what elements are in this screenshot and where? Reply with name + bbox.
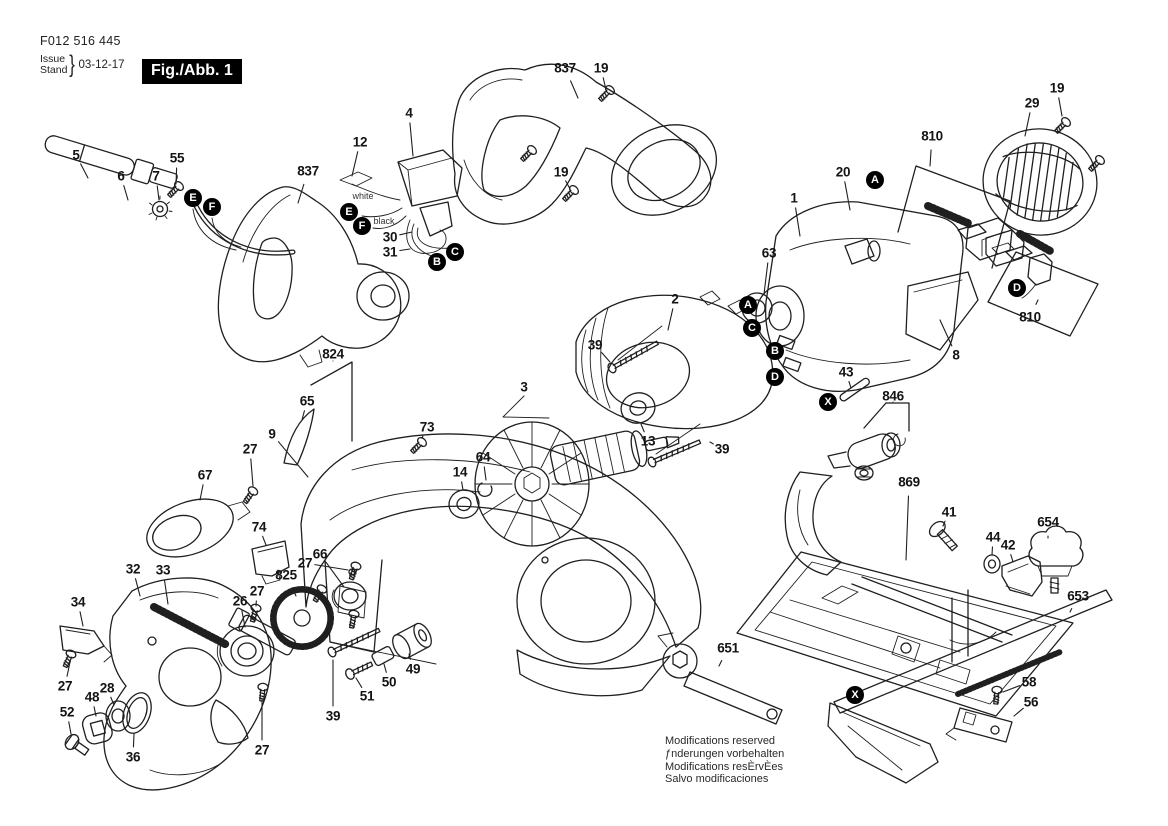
- modification-note-line: ƒnderungen vorbehalten: [665, 747, 785, 760]
- part-number-label: 824: [322, 346, 344, 362]
- part-number-label: 1: [790, 190, 798, 206]
- part-number-label: 837: [554, 60, 576, 76]
- leader-line: [384, 664, 386, 672]
- leader-line: [710, 442, 713, 444]
- guard-kit-bracket-drawing: [284, 362, 352, 465]
- callout-letter-b: B: [766, 342, 784, 360]
- part-number-label: 50: [381, 674, 397, 690]
- modification-note-line: Salvo modificaciones: [665, 773, 769, 786]
- part-number-label: 39: [325, 708, 341, 724]
- callout-letter-c: C: [743, 319, 761, 337]
- issue-date: 03-12-17: [78, 59, 125, 71]
- leader-line: [845, 182, 850, 210]
- part-number-label: 26: [232, 593, 248, 609]
- part-number-label: 44: [985, 529, 1001, 545]
- figure-badge: Fig./Abb. 1: [142, 59, 242, 84]
- rear-handle-housing-drawing: [218, 187, 409, 367]
- part-number-label: 27: [242, 441, 258, 457]
- part-number-label: 27: [57, 678, 73, 694]
- part-number-label: 49: [405, 661, 421, 677]
- part-number-label: 48: [84, 689, 100, 705]
- part-number-label: 837: [297, 163, 319, 179]
- part-number-label: 65: [299, 393, 315, 409]
- callout-letter-d: D: [766, 368, 784, 386]
- part-number-label: 28: [99, 680, 115, 696]
- part-number-label: 67: [197, 467, 213, 483]
- leader-line: [400, 232, 412, 235]
- leader-line: [1011, 555, 1013, 562]
- part-number-label: 73: [419, 419, 435, 435]
- leader-line: [1059, 98, 1062, 116]
- leader-line: [641, 424, 644, 432]
- leader-line: [410, 123, 413, 156]
- part-number-label: 846: [882, 388, 904, 404]
- part-number-label: 55: [169, 150, 185, 166]
- part-number-label: 4: [405, 105, 413, 121]
- part-number-label: 63: [761, 245, 777, 261]
- switch-drawing: [340, 150, 462, 256]
- power-cord-drawing: [43, 132, 293, 253]
- part-number-label: 653: [1067, 588, 1089, 604]
- part-number-label: 810: [921, 128, 943, 144]
- leader-line: [849, 382, 851, 388]
- part-number-label: 9: [268, 426, 276, 442]
- part-number: F012 516 445: [40, 34, 121, 48]
- callout-letter-f: F: [203, 198, 221, 216]
- part-number-label: 32: [125, 561, 141, 577]
- modification-notes: [665, 735, 784, 786]
- part-number-label: 869: [898, 474, 920, 490]
- leader-line: [602, 352, 610, 362]
- part-number-label: 52: [59, 704, 75, 720]
- wire-color-label: black: [373, 216, 395, 226]
- issue-label-de: Stand: [40, 64, 68, 76]
- leader-line: [80, 612, 83, 626]
- armature-drawing: [446, 396, 683, 546]
- part-number-label: 74: [251, 519, 267, 535]
- part-number-label: 27: [254, 742, 270, 758]
- part-number-label: 64: [475, 449, 491, 465]
- leader-line: [906, 496, 908, 560]
- part-number-label: 825: [275, 567, 297, 583]
- part-number-label: 27: [249, 583, 265, 599]
- leader-line: [263, 536, 266, 545]
- callout-letter-d: D: [1008, 279, 1026, 297]
- part-number-label: 34: [70, 594, 86, 610]
- leader-line: [719, 661, 722, 666]
- brush-kit-top-drawing: [898, 166, 1024, 268]
- callout-letter-a: A: [739, 296, 757, 314]
- part-number-label: 13: [640, 433, 656, 449]
- leader-line: [930, 150, 931, 166]
- part-number-label: 51: [359, 688, 375, 704]
- upper-guard-drawing: [301, 434, 701, 696]
- leader-line: [462, 482, 463, 490]
- part-number-label: 12: [352, 134, 368, 150]
- leader-line: [69, 722, 71, 734]
- part-number-label: 58: [1021, 674, 1037, 690]
- part-number-label: 3: [520, 379, 528, 395]
- part-number-label: 19: [553, 164, 569, 180]
- part-number-label: 56: [1023, 694, 1039, 710]
- part-number-label: 7: [152, 168, 160, 184]
- part-number-label: 27: [297, 555, 313, 571]
- part-number-label: 810: [1019, 309, 1041, 325]
- part-number-label: 654: [1037, 514, 1059, 530]
- callout-letter-e: E: [184, 189, 202, 207]
- leader-line: [326, 562, 344, 587]
- part-number-label: 651: [717, 640, 739, 656]
- leader-line: [422, 436, 423, 438]
- part-number-label: 42: [1000, 537, 1016, 553]
- leader-line: [164, 580, 168, 604]
- modification-note-line: Modifications resÈrvÈes: [665, 760, 783, 773]
- leader-line: [796, 208, 800, 236]
- leader-line: [484, 467, 486, 480]
- leader-line: [603, 78, 606, 90]
- part-number-label: 39: [714, 441, 730, 457]
- end-cap-drawing: [976, 116, 1106, 242]
- part-number-label: 39: [587, 337, 603, 353]
- part-number-label: 20: [835, 164, 851, 180]
- leader-line: [124, 186, 128, 200]
- leader-line: [200, 485, 203, 500]
- part-number-label: 36: [125, 749, 141, 765]
- callout-letter-c: C: [446, 243, 464, 261]
- modification-note-line: Modifications reserved: [665, 735, 776, 747]
- part-number-label: 31: [382, 244, 398, 260]
- leader-line: [400, 249, 410, 251]
- leader-line: [1036, 300, 1038, 304]
- base-plate-drawing: [737, 552, 1073, 716]
- leader-line: [278, 442, 308, 477]
- wire-color-label: white: [352, 191, 374, 201]
- leader-line: [1025, 113, 1030, 136]
- part-number-label: 19: [1049, 80, 1065, 96]
- leader-line: [668, 309, 673, 330]
- depth-kit-drawing: [785, 377, 909, 575]
- callout-letter-x: X: [819, 393, 837, 411]
- leader-line: [764, 263, 768, 294]
- part-number-label: 2: [671, 291, 679, 307]
- callout-letter-x: X: [846, 686, 864, 704]
- part-number-label: 29: [1024, 95, 1040, 111]
- part-number-label: 43: [838, 364, 854, 380]
- part-number-label: 14: [452, 464, 468, 480]
- part-number-label: 41: [941, 504, 957, 520]
- part-number-label: 5: [72, 147, 80, 163]
- part-number-label: 33: [155, 562, 171, 578]
- leader-line: [251, 459, 253, 486]
- callout-letter-b: B: [428, 253, 446, 271]
- leader-line: [133, 734, 134, 747]
- leader-line: [298, 184, 304, 203]
- leader-line: [176, 168, 177, 184]
- motor-housing-drawing: [742, 202, 978, 392]
- leader-line: [571, 81, 578, 98]
- leader-line: [1070, 609, 1072, 612]
- leader-line: [157, 186, 159, 200]
- top-handle-housing-drawing: [453, 64, 733, 233]
- part-number-label: 8: [952, 347, 960, 363]
- callout-letter-f: F: [353, 217, 371, 235]
- callout-letter-a: A: [866, 171, 884, 189]
- leader-line: [1014, 708, 1023, 716]
- clamp-hardware-drawing: [927, 519, 1083, 596]
- part-number-label: 30: [382, 229, 398, 245]
- leader-line: [356, 678, 362, 687]
- part-number-label: 66: [312, 546, 328, 562]
- part-number-label: 6: [117, 168, 125, 184]
- issue-label-en: Issue: [40, 53, 66, 65]
- part-number-label: 19: [593, 60, 609, 76]
- leader-line: [81, 164, 88, 178]
- issue-brace: }: [69, 51, 76, 78]
- callout-letter-e: E: [340, 203, 358, 221]
